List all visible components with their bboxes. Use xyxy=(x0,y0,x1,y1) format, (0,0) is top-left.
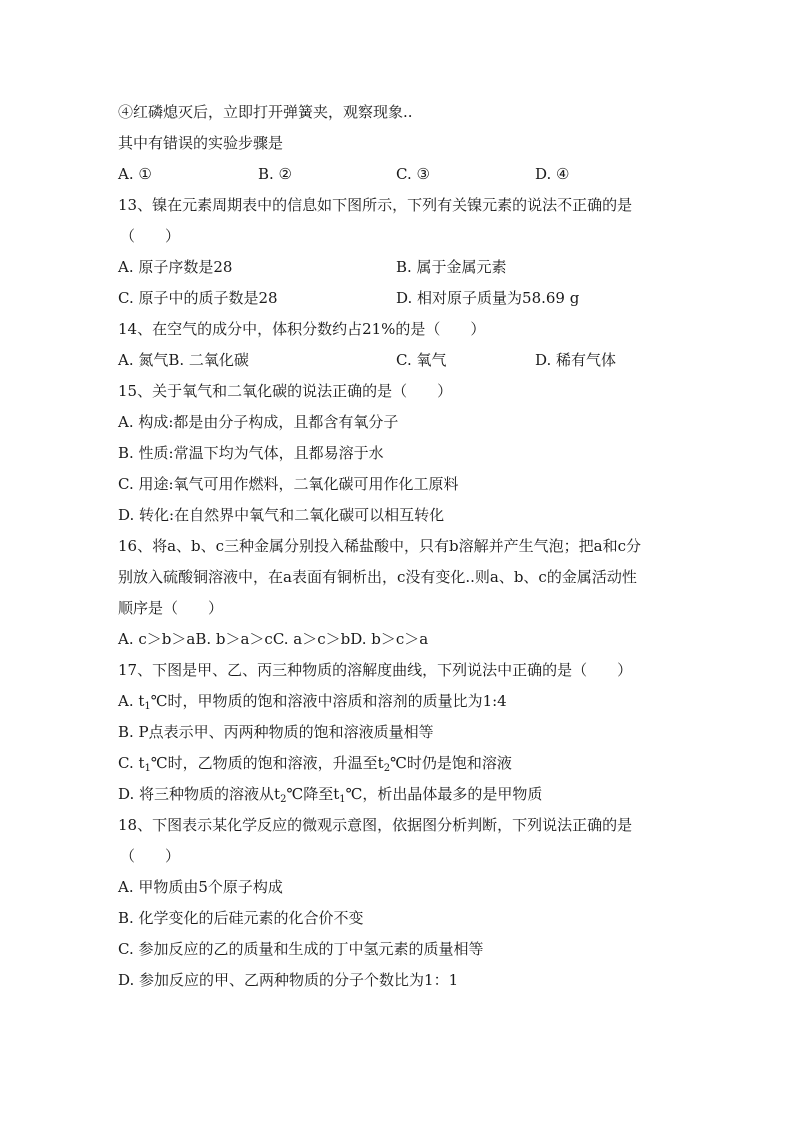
q17-c-post: ℃时仍是饱和溶液 xyxy=(390,754,512,772)
q18-paren: （ ） xyxy=(120,847,181,865)
q16-options: A. c＞b＞aB. b＞a＞cC. a＞c＞bD. b＞c＞a xyxy=(118,630,429,648)
q14-stem: 14、在空气的成分中，体积分数约占21%的是（ ） xyxy=(118,320,486,338)
q13-option-c: C. 原子中的质子数是28 xyxy=(118,289,278,307)
q13-paren: （ ） xyxy=(120,227,181,245)
q14-option-ab: A. 氮气B. 二氧化碳 xyxy=(118,351,249,369)
q17-d-sub1: 2 xyxy=(280,794,287,805)
q12-option-c: C. ③ xyxy=(396,165,430,183)
q17-option-d xyxy=(118,784,542,804)
q12-option-a: A. ① xyxy=(118,165,152,183)
q13-stem: 13、镍在元素周期表中的信息如下图所示，下列有关镍元素的说法不正确的是 xyxy=(118,196,633,214)
q17-d-pre: D. 将三种物质的溶液从t xyxy=(118,785,281,803)
q17-d-sub2: 1 xyxy=(339,794,346,805)
q15-option-b: B. 性质:常温下均为气体，且都易溶于水 xyxy=(118,444,384,462)
q17-c-pre: C. t xyxy=(118,754,145,772)
q15-option-d: D. 转化:在自然界中氧气和二氧化碳可以相互转化 xyxy=(118,506,445,524)
q15-stem: 15、关于氧气和二氧化碳的说法正确的是（ ） xyxy=(118,382,453,400)
q17-stem: 17、下图是甲、乙、丙三种物质的溶解度曲线，下列说法中正确的是（ ） xyxy=(118,661,633,679)
q17-c-sub1: 1 xyxy=(144,763,151,774)
q14-option-c: C. 氧气 xyxy=(396,351,447,369)
q17-a-pre: A. t xyxy=(118,692,145,710)
q15-option-a: A. 构成:都是由分子构成，且都含有氧分子 xyxy=(118,413,399,431)
q18-option-b: B. 化学变化的后硅元素的化合价不变 xyxy=(118,909,364,927)
q17-a-post: ℃时，甲物质的饱和溶液中溶质和溶剂的质量比为1:4 xyxy=(150,692,507,710)
q18-stem: 18、下图表示某化学反应的微观示意图，依据图分析判断，下列说法正确的是 xyxy=(118,816,633,834)
q12-step4: ④红磷熄灭后，立即打开弹簧夹，观察现象.. xyxy=(118,103,413,121)
q12-option-d: D. ④ xyxy=(535,165,570,183)
q17-d-mid: ℃降至t xyxy=(286,785,340,803)
q16-stem-line1: 16、将a、b、c三种金属分别投入稀盐酸中，只有b溶解并产生气泡；把a和c分 xyxy=(118,537,641,555)
q17-d-post: ℃，析出晶体最多的是甲物质 xyxy=(345,785,543,803)
q17-option-c xyxy=(118,753,512,773)
q14-option-d: D. 稀有气体 xyxy=(535,351,617,369)
q17-option-a xyxy=(118,691,507,711)
q12-stem: 其中有错误的实验步骤是 xyxy=(118,134,284,152)
q18-option-a: A. 甲物质由5个原子构成 xyxy=(118,878,283,896)
q12-option-b: B. ② xyxy=(258,165,293,183)
q17-c-mid: ℃时，乙物质的饱和溶液，升温至t xyxy=(150,754,384,772)
q16-stem-line3: 顺序是（ ） xyxy=(118,599,224,617)
q17-a-sub: 1 xyxy=(144,701,151,712)
q17-c-sub2: 2 xyxy=(383,763,391,774)
q13-option-a: A. 原子序数是28 xyxy=(118,258,233,276)
q17-option-b: B. P点表示甲、丙两种物质的饱和溶液质量相等 xyxy=(118,723,434,741)
q13-option-d: D. 相对原子质量为58.69 g xyxy=(396,289,580,307)
q13-option-b: B. 属于金属元素 xyxy=(396,258,507,276)
q18-option-c: C. 参加反应的乙的质量和生成的丁中氢元素的质量相等 xyxy=(118,940,484,958)
q15-option-c: C. 用途:氧气可用作燃料，二氧化碳可用作化工原料 xyxy=(118,475,459,493)
q16-stem-line2: 别放入硫酸铜溶液中，在a表面有铜析出，c没有变化..则a、b、c的金属活动性 xyxy=(118,568,637,586)
q18-option-d: D. 参加反应的甲、乙两种物质的分子个数比为1：1 xyxy=(118,971,459,989)
